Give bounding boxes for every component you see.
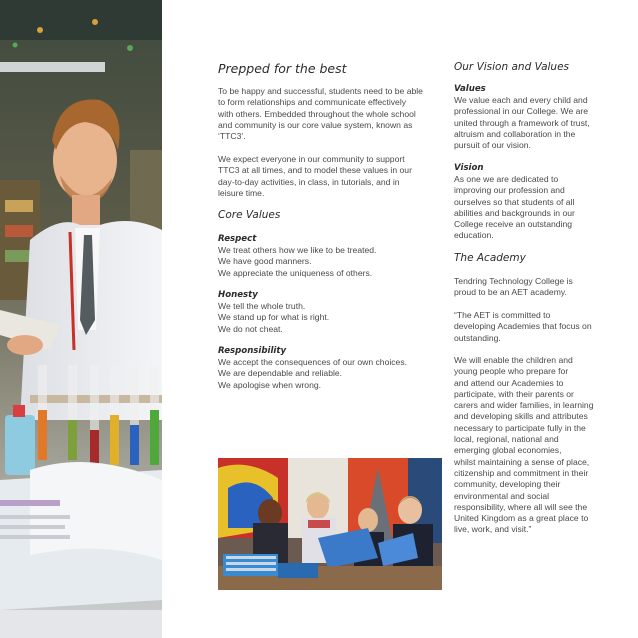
vision-paragraph: As one we are dedicated to improving our profession and ourselves so that students of all abilities and backgrounds in our College receive an outstanding education. (454, 174, 575, 241)
prepped-heading: Prepped for the best (218, 61, 347, 76)
academy-heading: The Academy (454, 252, 526, 264)
expect-paragraph: We expect everyone in our community to support TTC3 at all times, and to model these values in our day-to-day activities, in class, in tutorials, and in leisure time. (218, 154, 412, 198)
academy-intro-paragraph: Tendring Technology College is proud to be an AET academy. (454, 276, 573, 298)
respect-heading: Respect (218, 234, 257, 244)
aet-mission-paragraph: We will enable the children and young people who prepare for and attend our Academies to participate, with their parents or carers and wider families, in learning and developing skills and attributes necessary to participate fully in the local, regional, national and emerging global economies, whilst maintaining a sense of place, citizenship and commitment in their community, developing their environmental and social responsibility, where all will see the United Kingdom as a great place to live, work, and visit.” (454, 355, 594, 535)
values-paragraph: We value each and every child and professional in our College. We are united through a framework of trust, altruism and collaboration in the pursuit of our vision. (454, 95, 590, 151)
teacher-science-photo (0, 0, 162, 638)
students-reading-photo (218, 458, 442, 590)
honesty-paragraph: We tell the whole truth. We stand up for what is right. We do not cheat. (218, 301, 330, 334)
intro-paragraph: To be happy and successful, students need to be able to form relationships and communicate effectively with others. Embedded throughout the whole school and community is our core value system, known as ‘TTC3’. (218, 86, 423, 142)
core-values-heading: Core Values (218, 209, 281, 221)
honesty-heading: Honesty (218, 290, 258, 300)
aet-quote-paragraph: “The AET is committed to developing Academies that focus on outstanding. (454, 310, 592, 343)
vision-values-heading: Our Vision and Values (454, 61, 570, 73)
responsibility-paragraph: We accept the consequences of our own choices. We are dependable and reliable. We apologise when wrong. (218, 357, 408, 390)
vision-heading: Vision (454, 163, 484, 173)
responsibility-heading: Responsibility (218, 346, 287, 356)
values-heading: Values (454, 84, 486, 94)
respect-paragraph: We treat others how we like to be treated. We have good manners. We appreciate the uniqueness of others. (218, 245, 377, 278)
